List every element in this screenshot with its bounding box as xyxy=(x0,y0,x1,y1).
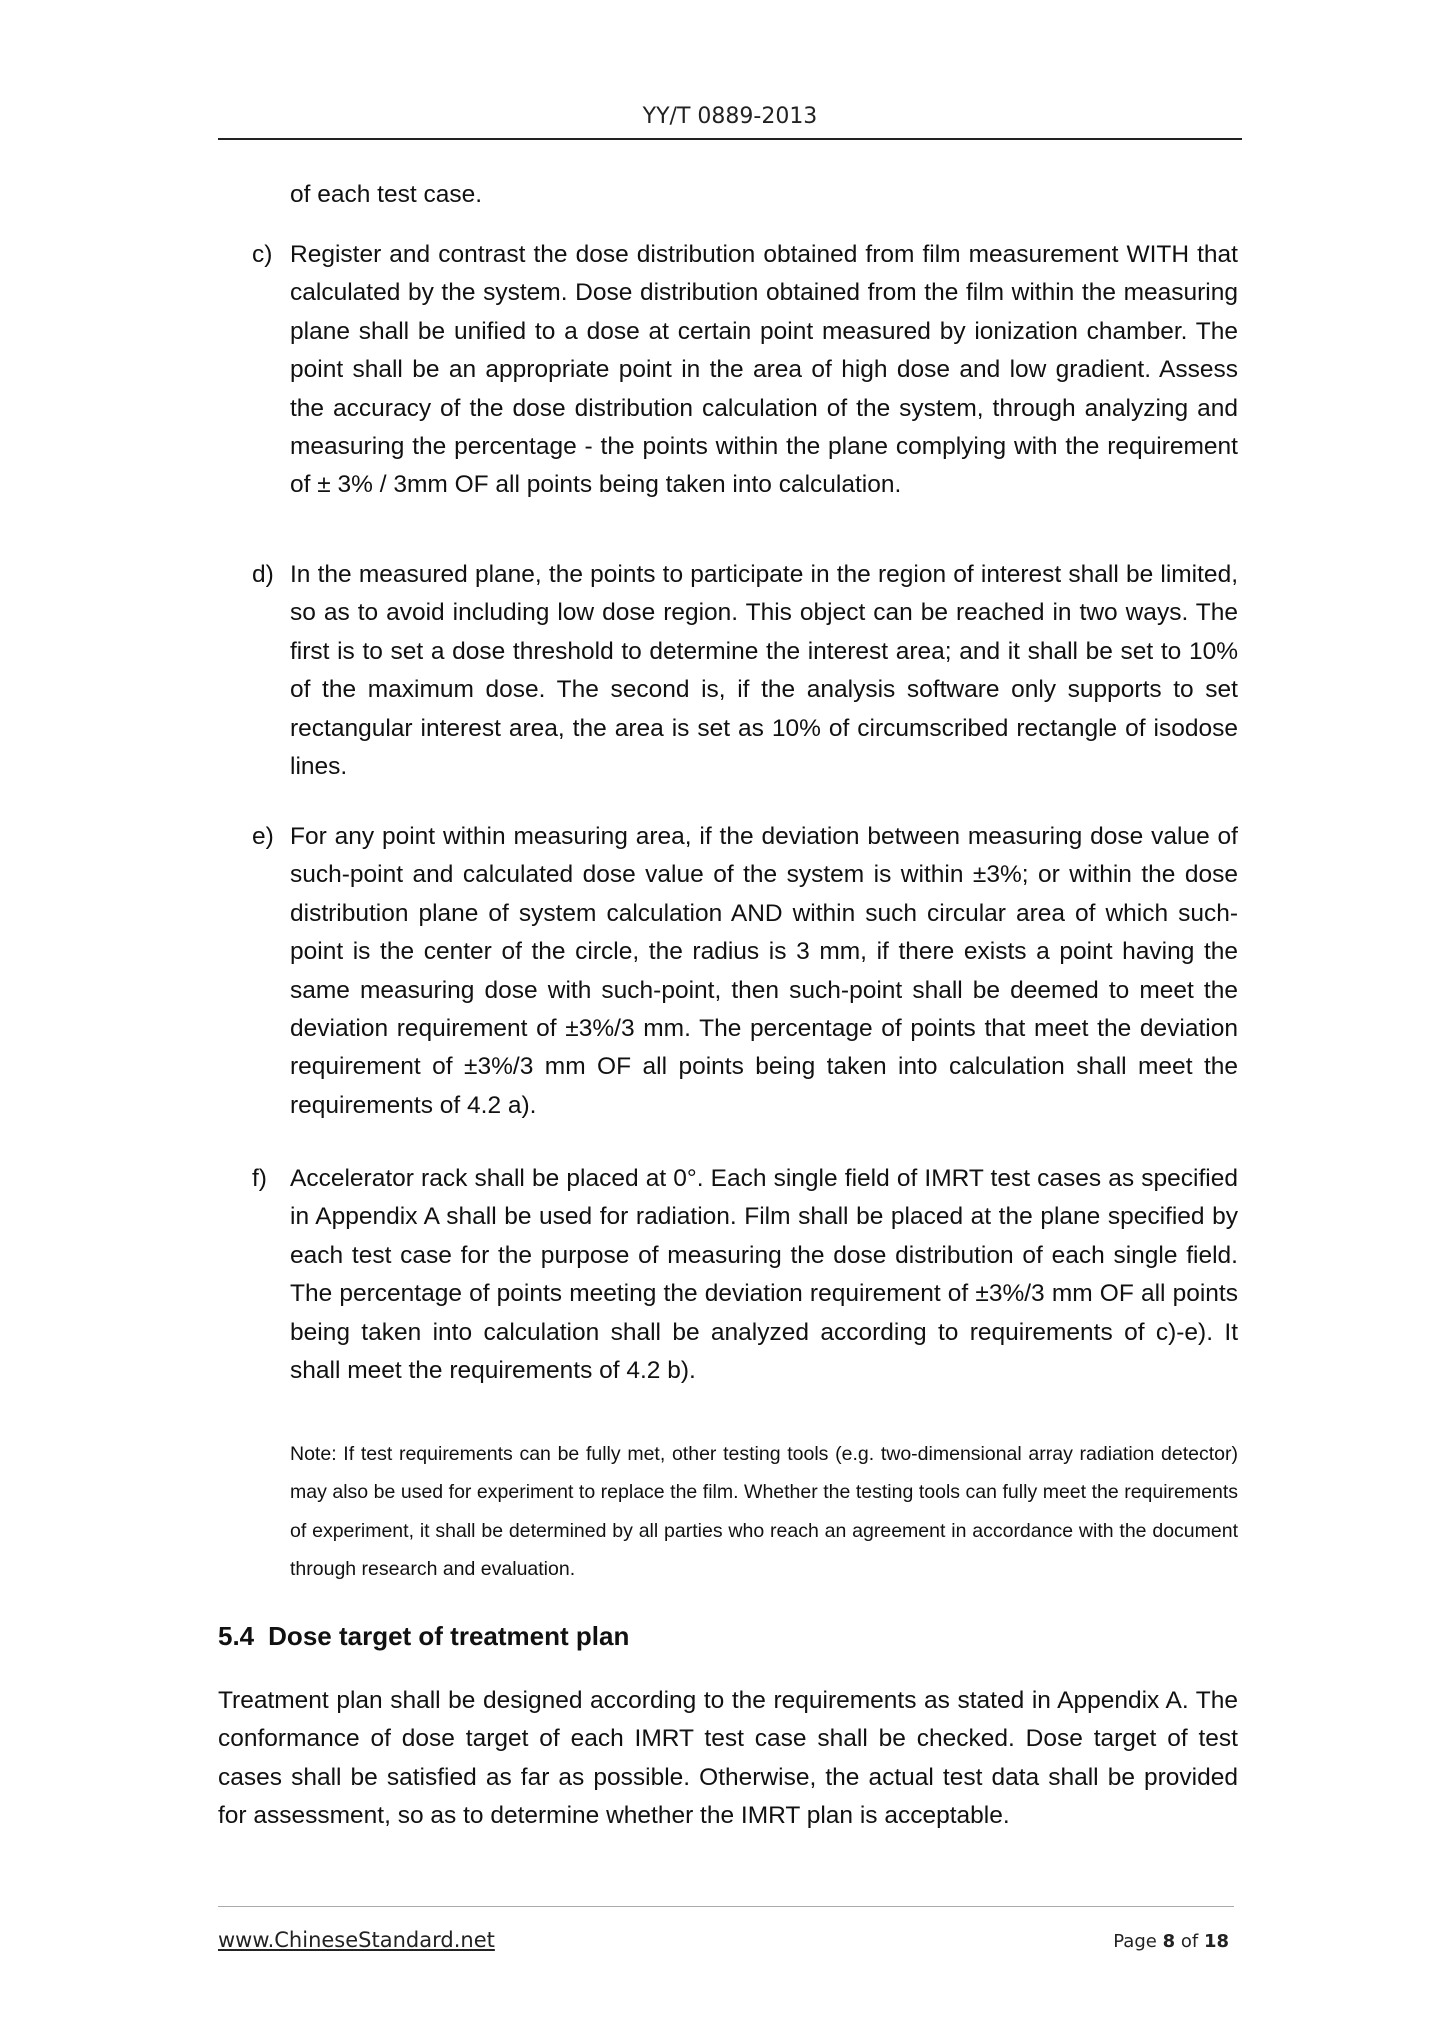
section-body: Treatment plan shall be designed according to the requirements as stated in Appendix A. The conformance of dose target of each IMRT test case shall be checked. Dose target of test cases shall be satisfied as far as possible. Otherwise, the actual test data shall be provided for assessment, so as to determine whether the IMRT plan is acceptable. xyxy=(218,1687,1238,1830)
footer-divider xyxy=(218,1906,1234,1907)
list-marker: f) xyxy=(252,1165,267,1192)
header-divider xyxy=(218,138,1242,140)
section-title: Dose target of treatment plan xyxy=(268,1621,630,1651)
page-label: Page xyxy=(1113,1931,1157,1952)
list-item-text: Register and contrast the dose distribution obtained from film measurement WITH that calculated by the system. Dose distribution obtained from the film within the measuring plane shall be unified to a dose at certain point measured by ionization chamber. The point shall be an appropriate point in the area of high dose and low gradient. Assess the accuracy of the dose distribution calculation of the system, through analyzing and measuring the percentage - the points within the plane complying with the requirement of ± 3% / 3mm OF all points being taken into calculation. xyxy=(290,241,1238,499)
list-item-text: For any point within measuring area, if the deviation between measuring dose value of such-point and calculated dose value of the system is within ±3%; or within the dose distribution plane of system calculation AND within such circular area of which such-point is the center of the circle, the radius is 3 mm, if there exists a point having the same measuring dose with such-point, then such-point shall be deemed to meet the deviation requirement of ±3%/3 mm. The percentage of points that meet the deviation requirement of ±3%/3 mm OF all points being taken into calculation shall meet the requirements of 4.2 a). xyxy=(290,823,1238,1119)
list-item-d xyxy=(252,556,1238,786)
list-item-e xyxy=(252,818,1238,1125)
list-item-text: In the measured plane, the points to participate in the region of interest shall be limited, so as to avoid including low dose region. This object can be reached in two ways. The first is to set a dose threshold to determine the interest area; and it shall be set to 10% of the maximum dose. The second is, if the analysis software only supports to set rectangular interest area, the area is set as 10% of circumscribed rectangle of isodose lines. xyxy=(290,561,1238,781)
list-item-text: Accelerator rack shall be placed at 0°. Each single field of IMRT test cases as specified in Appendix A shall be used for radiation. Film shall be placed at the plane specified by each test case for the purpose of measuring the dose distribution of each single field. The percentage of points meeting the deviation requirement of ±3%/3 mm OF all points being taken into calculation shall be analyzed according to requirements of c)-e). It shall meet the requirements of 4.2 b). xyxy=(290,1165,1238,1385)
page-number xyxy=(1113,1931,1229,1952)
list-marker: e) xyxy=(252,823,274,850)
list-marker: d) xyxy=(252,561,274,588)
website-link[interactable]: www.ChineseStandard.net xyxy=(218,1928,495,1952)
page-of: of xyxy=(1180,1931,1199,1952)
list-item-c xyxy=(252,236,1238,505)
section-heading xyxy=(218,1617,629,1655)
list-marker: c) xyxy=(252,241,273,268)
note-paragraph: Note: If test requirements can be fully met, other testing tools (e.g. two-dimensional array radiation detector) may also be used for experiment to replace the film. Whether the testing tools can fully meet the requirements of experiment, it shall be determined by all parties who reach an agreement in accordance with the document through research and evaluation. xyxy=(290,1443,1238,1581)
section-number: 5.4 xyxy=(218,1621,255,1651)
paragraph-continuation: of each test case. xyxy=(290,181,483,208)
page-total: 18 xyxy=(1203,1931,1229,1952)
list-item-f xyxy=(252,1160,1238,1390)
standard-code-header: YY/T 0889-2013 xyxy=(642,104,818,129)
page-current: 8 xyxy=(1162,1931,1176,1952)
